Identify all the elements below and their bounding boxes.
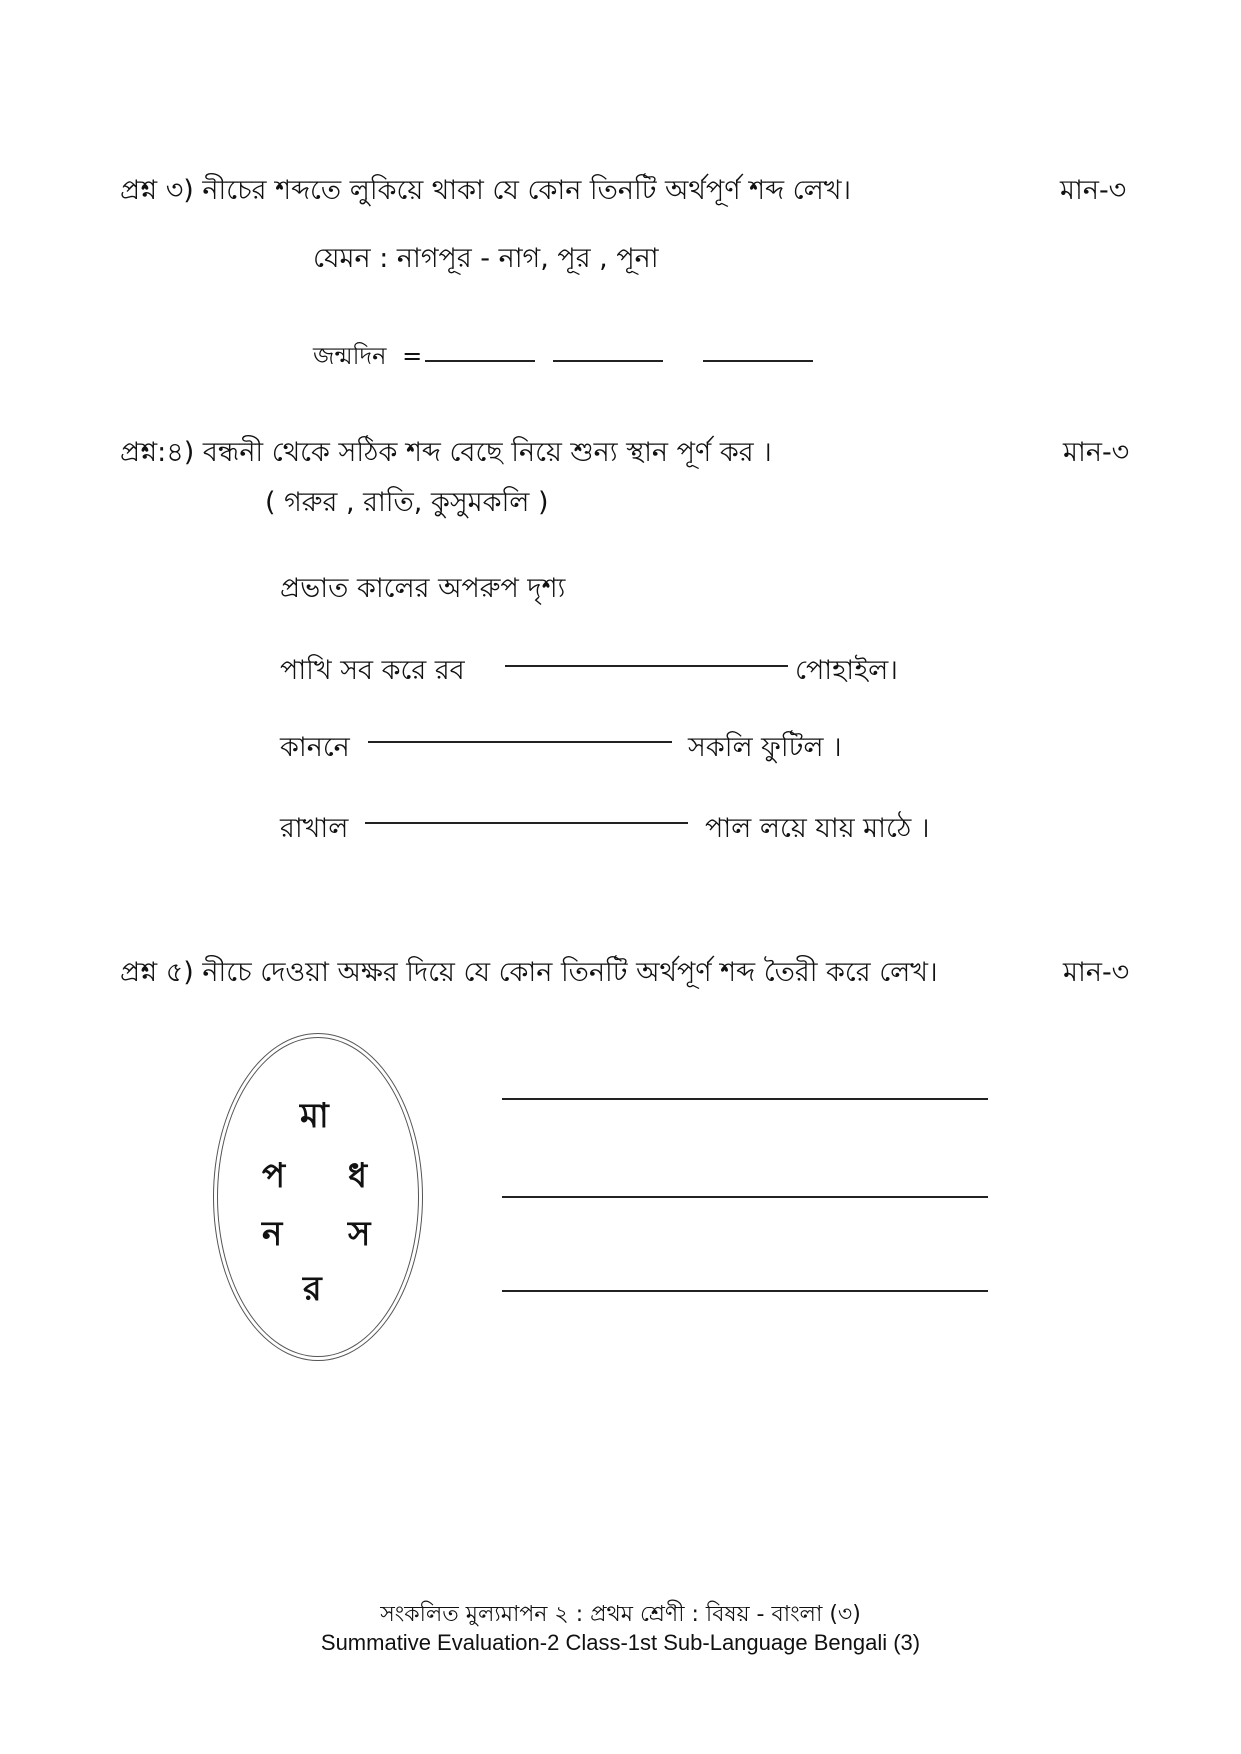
footer-english: Summative Evaluation-2 Class-1st Sub-Language Bengali (3) — [320, 1630, 921, 1655]
q4-line-4-after: পাল লয়ে যায় মাঠে । — [705, 813, 930, 844]
q4-marks: মান-৩ — [1063, 437, 1130, 468]
q4-line-4-blank[interactable] — [365, 822, 688, 824]
q3-text: নীচের শব্দতে লুকিয়ে থাকা যে কোন তিনটি অর্থপূর্ণ শব্দ লেখ। — [202, 175, 852, 206]
q4-line-4-before: রাখাল — [280, 813, 349, 844]
q4-heading — [120, 432, 772, 477]
letter-low-left: ন — [262, 1214, 283, 1254]
letter-top: মা — [300, 1096, 329, 1136]
q3-answer-blank-2[interactable] — [553, 360, 663, 362]
q5-text: নীচে দেওয়া অক্ষর দিয়ে যে কোন তিনটি অর্থপূর্ণ শব্দ তৈরী করে লেখ। — [202, 957, 938, 988]
letter-mid-right: ধ — [348, 1156, 368, 1196]
q3-answer-blank-3[interactable] — [703, 360, 813, 362]
q3-label: প্রশ্ন ৩) — [120, 175, 194, 206]
q3-heading — [120, 170, 851, 215]
q3-example: যেমন : নাগপূর - নাগ, পূর , পূনা — [313, 243, 659, 274]
q3-word — [313, 338, 422, 378]
q5-answer-line-1[interactable] — [502, 1098, 988, 1100]
q5-answer-line-3[interactable] — [502, 1290, 988, 1292]
letter-low-right: স — [348, 1214, 371, 1254]
letter-mid-left: প — [262, 1156, 286, 1196]
q4-line-3-before: কাননে — [280, 732, 350, 763]
q4-line-3-after: সকলি ফুটিল । — [688, 732, 842, 763]
q3-word-text: জন্মদিন — [313, 342, 387, 370]
q4-line-3-blank[interactable] — [368, 741, 672, 743]
q4-text: বন্ধনী থেকে সঠিক শব্দ বেছে নিয়ে শুন্য স্থান পূর্ণ কর । — [202, 437, 772, 468]
q4-line-2-before: পাখি সব করে রব — [280, 655, 465, 686]
q3-marks: মান-৩ — [1060, 175, 1127, 206]
q5-heading — [120, 952, 938, 997]
q5-label: প্রশ্ন ৫) — [120, 957, 194, 988]
q3-equals: = — [402, 342, 423, 370]
q4-options: ( গরুর , রাতি, কুসুমকলি ) — [265, 487, 549, 518]
q5-answer-line-2[interactable] — [502, 1196, 988, 1198]
q4-label: প্রশ্ন:৪) — [120, 437, 195, 468]
footer-bengali: সংকলিত মুল্যমাপন ২ : প্রথম শ্রেণী : বিষয় - বাংলা (৩) — [380, 1602, 861, 1627]
q5-marks: মান-৩ — [1063, 957, 1130, 988]
q4-line-2-after: পোহাইল। — [795, 655, 898, 686]
letter-bottom: র — [303, 1269, 322, 1309]
q3-answer-blank-1[interactable] — [425, 360, 535, 362]
q4-line-2-blank[interactable] — [505, 665, 788, 667]
q4-line-1: প্রভাত কালের অপরুপ দৃশ্য — [280, 573, 566, 604]
